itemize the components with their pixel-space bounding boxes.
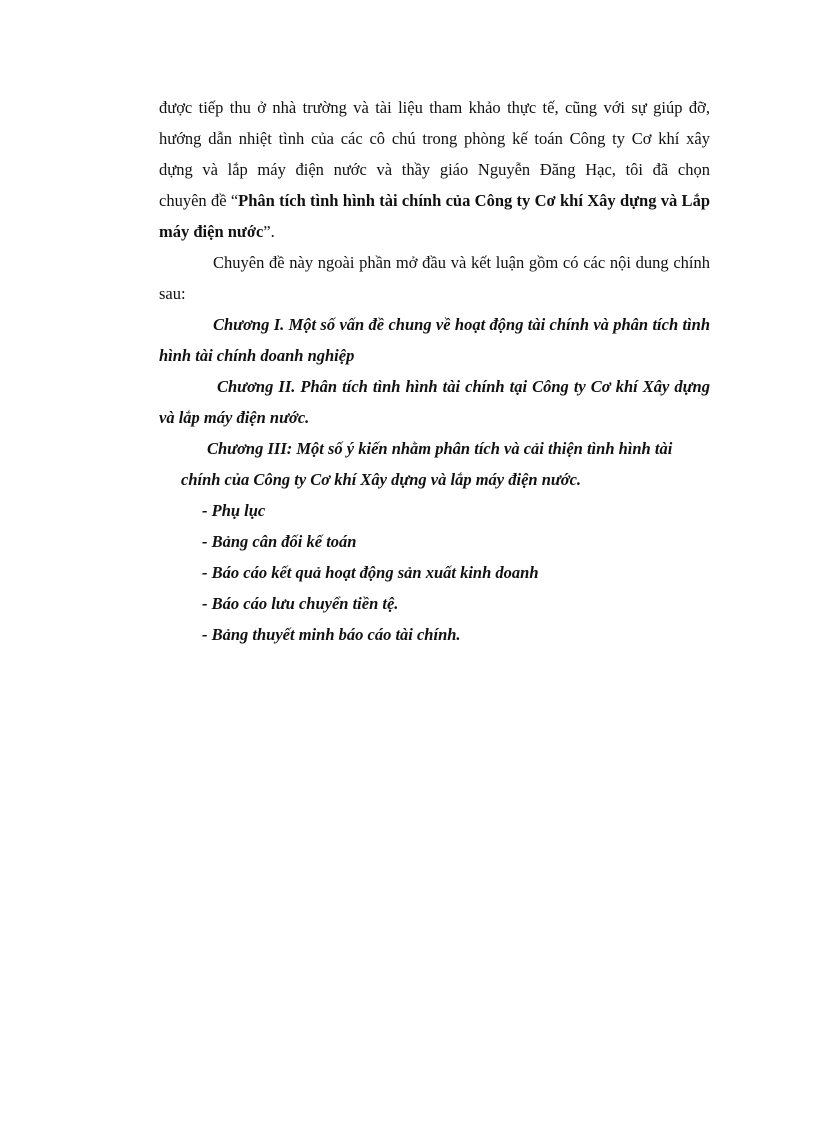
intro-line: dựng và lắp máy điện nước và thầy giáo Nguyễn Đăng Hạc, tôi đã chọn xyxy=(159,160,710,179)
chapter-2: Chương II. Phân tích tình hình tài chính tại Công ty Cơ khí Xây dựng và lắp máy điện nước. xyxy=(159,377,710,427)
topic-title: Phân tích tình hình tài chính của Công ty Cơ khí Xây dựng và Lắp máy điện nước xyxy=(159,191,710,241)
appendix-item: - Phụ lục xyxy=(202,501,266,520)
intro-line: hướng dẫn nhiệt tình của các cô chú trong phòng kế toán Công ty Cơ khí xây xyxy=(159,129,710,148)
topic-sentence xyxy=(159,185,710,247)
chapter-3-line-1: Chương III: Một số ý kiến nhằm phân tích và cải thiện tình hình tài xyxy=(207,439,673,458)
page-content xyxy=(159,92,710,650)
appendix-item: - Bảng thuyết minh báo cáo tài chính. xyxy=(202,625,461,644)
intro-paragraph xyxy=(159,92,710,247)
appendix-item: - Báo cáo lưu chuyển tiền tệ. xyxy=(202,594,399,613)
intro-line: được tiếp thu ở nhà trường và tài liệu tham khảo thực tế, cũng với sự giúp đỡ, xyxy=(159,98,710,117)
appendix-list xyxy=(159,495,710,650)
chapter-1: Chương I. Một số vấn đề chung về hoạt động tài chính và phân tích tình hình tài chính doanh nghiệp xyxy=(159,315,710,365)
chapter-3-line-2: chính của Công ty Cơ khí Xây dựng và lắp máy điện nước. xyxy=(181,470,582,489)
appendix-item: - Báo cáo kết quả hoạt động sản xuất kinh doanh xyxy=(202,563,539,582)
topic-suffix: ”. xyxy=(263,222,275,241)
structure-paragraph: Chuyên đề này ngoài phần mở đầu và kết luận gồm có các nội dung chính sau: xyxy=(159,253,710,303)
topic-prefix: chuyên đề “ xyxy=(159,191,239,210)
appendix-item: - Bảng cân đối kế toán xyxy=(202,532,357,551)
chapter-3 xyxy=(159,433,710,495)
